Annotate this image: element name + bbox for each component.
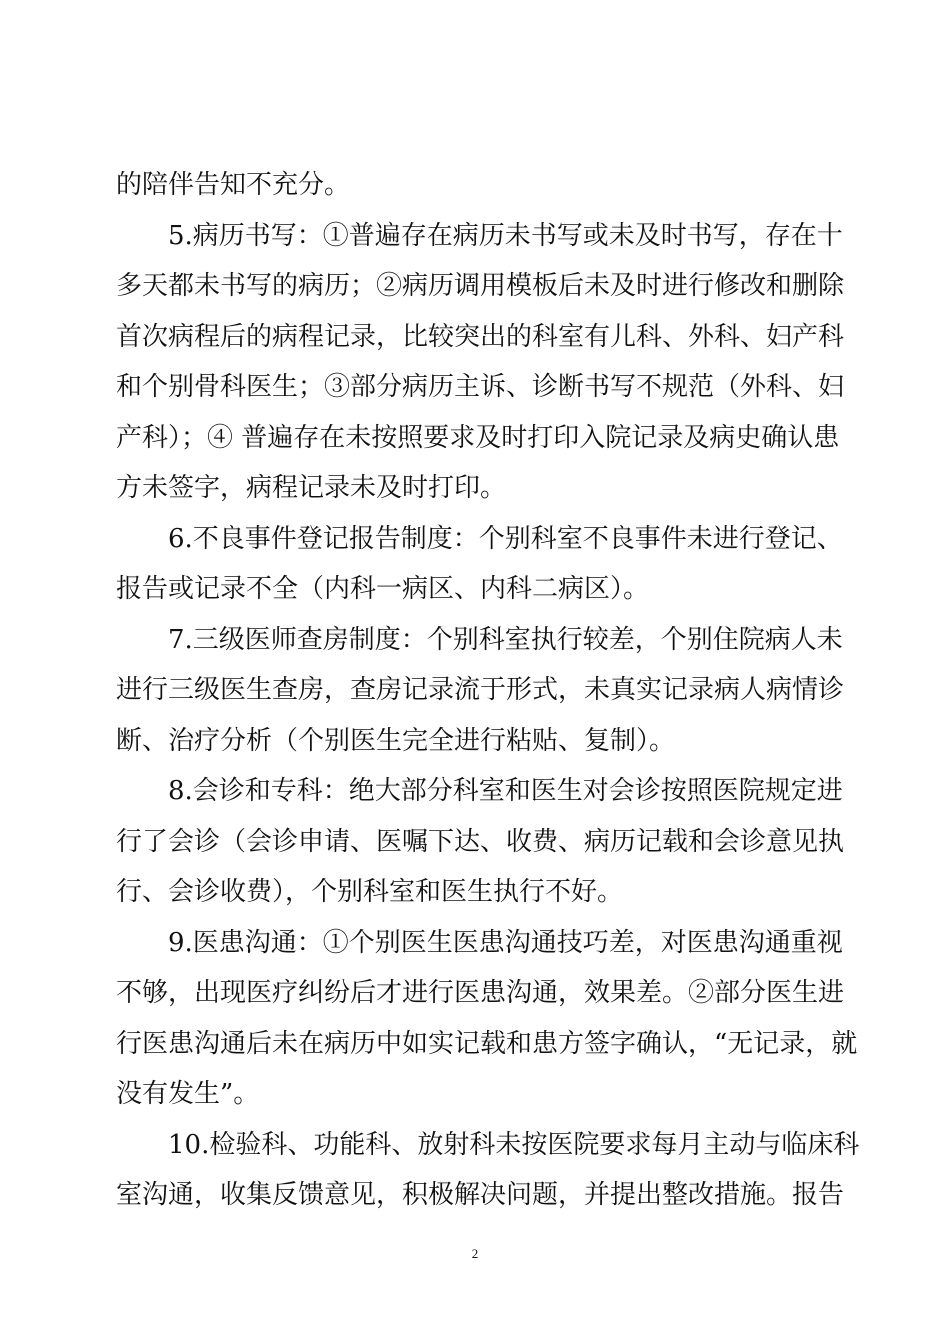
text-line: 和个别骨科医生；③部分病历主诉、诊断书写不规范（外科、妇 xyxy=(116,372,845,402)
text-line: 10.检验科、功能科、放射科未按医院要求每月主动与临床科 xyxy=(168,1129,860,1160)
text-line: 7.三级医师查房制度：个别科室执行较差，个别住院病人未 xyxy=(168,624,843,655)
text-line: 行医患沟通后未在病历中如实记载和患方签字确认，“无记录，就 xyxy=(116,1028,858,1059)
text-line: 多天都未书写的病历；②病历调用模板后未及时进行修改和删除 xyxy=(116,271,845,301)
text-line: 室沟通，收集反馈意见，积极解决问题，并提出整改措施。报告 xyxy=(116,1180,845,1210)
text-line: 没有发生”。 xyxy=(116,1079,260,1109)
text-line: 断、治疗分析（个别医生完全进行粘贴、复制）。 xyxy=(116,725,676,756)
text-line: 5.病历书写：①普遍存在病历未书写或未及时书写，存在十 xyxy=(168,220,843,251)
text-line: 不够，出现医疗纠纷后才进行医患沟通，效果差。②部分医生进 xyxy=(116,978,845,1008)
text-line: 产科）；④ 普遍存在未按照要求及时打印入院记录及病史确认患 xyxy=(116,422,840,453)
text-line: 行、会诊收费），个别科室和医生执行不好。 xyxy=(116,877,624,907)
document-body xyxy=(116,160,860,1221)
text-line: 的陪伴告知不充分。 xyxy=(116,170,351,200)
page-number: 2 xyxy=(471,1246,479,1261)
text-line: 8.会诊和专科：绝大部分科室和医生对会诊按照医院规定进 xyxy=(168,776,843,806)
text-line: 行了会诊（会诊申请、医嘱下达、收费、病历记载和会诊意见执 xyxy=(116,826,845,857)
text-line: 9.医患沟通：①个别医生医患沟通技巧差，对医患沟通重视 xyxy=(168,927,843,958)
text-line: 方未签字，病程记录未及时打印。 xyxy=(116,473,507,503)
text-line: 6.不良事件登记报告制度：个别科室不良事件未进行登记、 xyxy=(168,523,843,554)
text-line: 报告或记录不全（内科一病区、内科二病区）。 xyxy=(116,574,650,604)
text-line: 首次病程后的病程记录，比较突出的科室有儿科、外科、妇产科 xyxy=(116,321,845,352)
text-line: 进行三级医生查房，查房记录流于形式，未真实记录病人病情诊 xyxy=(116,675,845,705)
